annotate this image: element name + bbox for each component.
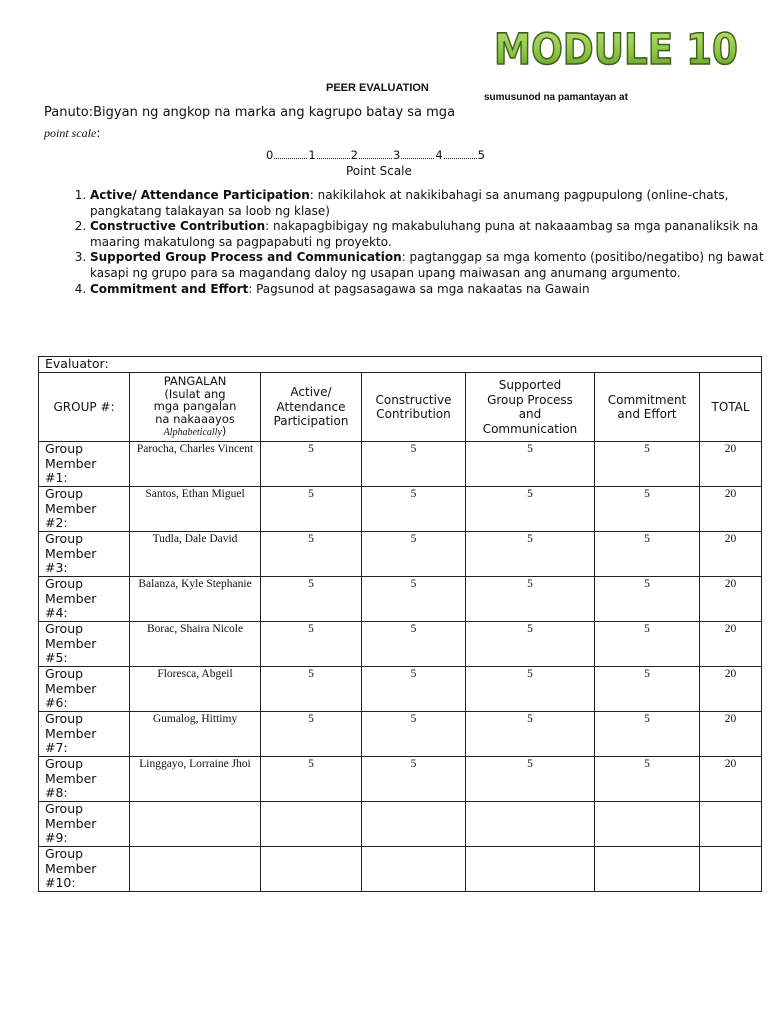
score-constructive-contribution[interactable]: 5 xyxy=(362,487,466,532)
score-total[interactable]: 20 xyxy=(700,577,762,622)
module-10-logo xyxy=(492,22,742,75)
header-name-line: PANGALAN xyxy=(163,374,227,388)
member-name[interactable]: Parocha, Charles Vincent xyxy=(130,442,261,487)
member-name[interactable]: Santos, Ethan Miguel xyxy=(130,487,261,532)
member-name[interactable]: Linggayo, Lorraine Jhoi xyxy=(130,757,261,802)
row-label-line: Member xyxy=(45,770,97,786)
criterion-item xyxy=(90,282,770,298)
row-label-line: Member xyxy=(45,860,97,876)
score-active-participation[interactable]: 5 xyxy=(261,442,362,487)
score-active-participation[interactable] xyxy=(261,847,362,892)
score-group-process[interactable]: 5 xyxy=(466,577,595,622)
header-line: Group Process xyxy=(487,392,573,407)
row-label-line: Member xyxy=(45,500,97,516)
score-constructive-contribution[interactable]: 5 xyxy=(362,442,466,487)
header-name-line: mga pangalan xyxy=(153,399,237,413)
row-label-line: #9: xyxy=(45,830,68,845)
header-name-line: (Isulat ang xyxy=(164,386,226,401)
point-scale-line xyxy=(266,148,485,162)
criteria-list xyxy=(66,188,770,297)
criterion-item xyxy=(90,250,770,281)
criterion-term: Constructive Contribution xyxy=(90,219,266,234)
criterion-item xyxy=(90,219,770,250)
row-label-line: Group xyxy=(45,666,84,681)
group-member-label xyxy=(39,712,130,757)
header-line: Active/ xyxy=(290,385,332,400)
row-label-line: Group xyxy=(45,531,84,546)
score-total[interactable]: 20 xyxy=(700,667,762,712)
member-name[interactable]: Tudla, Dale David xyxy=(130,532,261,577)
score-total[interactable]: 20 xyxy=(700,442,762,487)
score-total[interactable]: 20 xyxy=(700,757,762,802)
row-label-line: #8: xyxy=(45,785,68,800)
row-label-line: Member xyxy=(45,455,97,471)
point-scale-colon: : xyxy=(96,126,101,140)
score-constructive-contribution[interactable]: 5 xyxy=(362,667,466,712)
page-title: PEER EVALUATION xyxy=(326,82,429,94)
header-name-line: na nakaaayos xyxy=(155,411,235,426)
row-label-line: Member xyxy=(45,725,97,741)
score-group-process[interactable]: 5 xyxy=(466,667,595,712)
header-line: and xyxy=(518,407,542,421)
group-member-label xyxy=(39,532,130,577)
score-group-process[interactable]: 5 xyxy=(466,442,595,487)
row-label-line: Member xyxy=(45,635,97,651)
score-active-participation[interactable]: 5 xyxy=(261,757,362,802)
member-name[interactable] xyxy=(130,847,261,892)
criterion-desc: : nakapagbibigay ng makabuluhang puna at nakaaambag sa mga pananaliksik na maaring makatulong sa pagpapabuti ng proyekto. xyxy=(90,219,759,249)
score-commitment-effort[interactable] xyxy=(595,802,700,847)
module-label: MODULE 10 xyxy=(494,25,738,75)
header-constructive-contribution xyxy=(362,373,466,442)
overlapping-aside-text: sumusunod na pamantayan at xyxy=(484,92,628,103)
header-group: GROUP #: xyxy=(39,373,130,442)
score-active-participation[interactable]: 5 xyxy=(261,487,362,532)
row-label-line: Group xyxy=(45,801,84,816)
row-label-line: #1: xyxy=(45,470,68,485)
row-label-line: Member xyxy=(45,545,97,561)
row-label-line: Group xyxy=(45,846,84,861)
table-row xyxy=(39,667,762,712)
table-row xyxy=(39,532,762,577)
score-active-participation[interactable]: 5 xyxy=(261,712,362,757)
score-total[interactable]: 20 xyxy=(700,622,762,667)
score-constructive-contribution[interactable] xyxy=(362,802,466,847)
score-total[interactable]: 20 xyxy=(700,487,762,532)
table-row xyxy=(39,577,762,622)
group-member-label xyxy=(39,577,130,622)
table-row xyxy=(39,802,762,847)
score-commitment-effort[interactable] xyxy=(595,847,700,892)
row-label-line: Group xyxy=(45,711,84,726)
instructions-text: Panuto:Bigyan ng angkop na marka ang kagrupo batay sa mga xyxy=(44,105,456,120)
score-group-process[interactable]: 5 xyxy=(466,712,595,757)
score-total[interactable]: 20 xyxy=(700,712,762,757)
header-line: Contribution xyxy=(376,407,451,421)
criterion-desc: : pagtanggap sa mga komento (positibo/negatibo) ng bawat kasapi ng grupo para sa magandang daloy ng usapan upang maiwasan ang anumang argumento. xyxy=(90,250,764,280)
score-group-process[interactable]: 5 xyxy=(466,757,595,802)
score-total[interactable] xyxy=(700,802,762,847)
header-name-alpha: Alphabetically xyxy=(163,427,222,438)
group-member-label xyxy=(39,487,130,532)
score-commitment-effort[interactable]: 5 xyxy=(595,622,700,667)
scale-number: 5 xyxy=(477,148,485,162)
header-line: Communication xyxy=(482,421,578,436)
row-label-line: Group xyxy=(45,576,84,591)
header-commitment-effort xyxy=(595,373,700,442)
score-constructive-contribution[interactable]: 5 xyxy=(362,757,466,802)
group-member-label xyxy=(39,757,130,802)
criterion-term: Supported Group Process and Communication xyxy=(90,250,402,265)
scale-number: 2 xyxy=(350,148,358,162)
scale-number: 0 xyxy=(266,148,274,162)
header-active-participation xyxy=(261,373,362,442)
header-group-process xyxy=(466,373,595,442)
score-constructive-contribution[interactable]: 5 xyxy=(362,712,466,757)
group-member-label xyxy=(39,442,130,487)
header-name xyxy=(130,373,261,442)
table-row xyxy=(39,847,762,892)
score-commitment-effort[interactable]: 5 xyxy=(595,577,700,622)
header-name-close: ) xyxy=(221,424,227,438)
criterion-item xyxy=(90,188,770,219)
peer-evaluation-table xyxy=(38,356,762,892)
header-line: Commitment xyxy=(607,392,687,407)
header-line: Attendance xyxy=(276,399,346,414)
score-commitment-effort[interactable]: 5 xyxy=(595,757,700,802)
evaluator-field[interactable]: Evaluator: xyxy=(39,357,762,373)
row-label-line: Member xyxy=(45,815,97,831)
row-label-line: #10: xyxy=(45,875,76,890)
score-active-participation[interactable] xyxy=(261,802,362,847)
row-label-line: Group xyxy=(45,621,84,636)
score-active-participation[interactable]: 5 xyxy=(261,667,362,712)
score-group-process[interactable]: 5 xyxy=(466,622,595,667)
criterion-term: Active/ Attendance Participation xyxy=(90,188,310,202)
score-constructive-contribution[interactable]: 5 xyxy=(362,622,466,667)
row-label-line: Member xyxy=(45,590,97,606)
scale-number: 1 xyxy=(308,148,316,162)
row-label-line: Group xyxy=(45,486,84,501)
member-name[interactable]: Floresca, Abgeil xyxy=(130,667,261,712)
row-label-line: #4: xyxy=(45,605,68,620)
score-active-participation[interactable]: 5 xyxy=(261,577,362,622)
score-group-process[interactable] xyxy=(466,847,595,892)
instructions xyxy=(44,105,455,120)
table-row xyxy=(39,487,762,532)
header-line: Supported xyxy=(498,378,562,392)
row-label-line: #5: xyxy=(45,650,68,665)
scale-number: 3 xyxy=(392,148,401,162)
member-name[interactable]: Borac, Shaira Nicole xyxy=(130,622,261,667)
point-scale-label: point scale xyxy=(44,126,97,140)
group-member-label xyxy=(39,847,130,892)
row-label-line: #2: xyxy=(45,515,68,530)
score-group-process[interactable]: 5 xyxy=(466,487,595,532)
member-name[interactable] xyxy=(130,802,261,847)
row-label-line: #7: xyxy=(45,740,68,755)
table-row xyxy=(39,442,762,487)
header-line: and Effort xyxy=(617,407,677,421)
score-active-participation[interactable]: 5 xyxy=(261,532,362,577)
point-scale-inline xyxy=(44,126,100,141)
row-label-line: #6: xyxy=(45,695,68,710)
score-total[interactable]: 20 xyxy=(700,532,762,577)
criterion-desc: : nakikilahok at nakikibahagi sa anumang pagpupulong (online-chats, pangkatang talakayan sa loob ng klase) xyxy=(90,188,729,218)
criterion-desc: : Pagsunod at pagsasagawa sa mga nakaatas na Gawain xyxy=(248,281,590,296)
table-row xyxy=(39,757,762,802)
header-line: Constructive xyxy=(375,392,452,407)
group-member-label xyxy=(39,667,130,712)
score-constructive-contribution[interactable]: 5 xyxy=(362,532,466,577)
score-commitment-effort[interactable]: 5 xyxy=(595,712,700,757)
group-member-label xyxy=(39,622,130,667)
score-total[interactable] xyxy=(700,847,762,892)
table-row xyxy=(39,622,762,667)
member-name[interactable]: Gumalog, Hittimy xyxy=(130,712,261,757)
group-member-label xyxy=(39,802,130,847)
table-row xyxy=(39,712,762,757)
score-commitment-effort[interactable]: 5 xyxy=(595,487,700,532)
member-name[interactable]: Balanza, Kyle Stephanie xyxy=(130,577,261,622)
score-commitment-effort[interactable]: 5 xyxy=(595,532,700,577)
score-constructive-contribution[interactable]: 5 xyxy=(362,577,466,622)
score-constructive-contribution[interactable] xyxy=(362,847,466,892)
row-label-line: Group xyxy=(45,441,84,456)
score-group-process[interactable]: 5 xyxy=(466,532,595,577)
row-label-line: Member xyxy=(45,680,97,696)
criterion-term: Commitment and Effort xyxy=(90,281,249,296)
scale-number: 4 xyxy=(435,148,443,162)
score-commitment-effort[interactable]: 5 xyxy=(595,442,700,487)
header-line: Participation xyxy=(273,414,349,429)
header-total: TOTAL xyxy=(700,373,762,442)
score-commitment-effort[interactable]: 5 xyxy=(595,667,700,712)
row-label-line: Group xyxy=(45,756,84,771)
score-group-process[interactable] xyxy=(466,802,595,847)
row-label-line: #3: xyxy=(45,560,68,575)
point-scale-caption: Point Scale xyxy=(346,164,412,178)
score-active-participation[interactable]: 5 xyxy=(261,622,362,667)
